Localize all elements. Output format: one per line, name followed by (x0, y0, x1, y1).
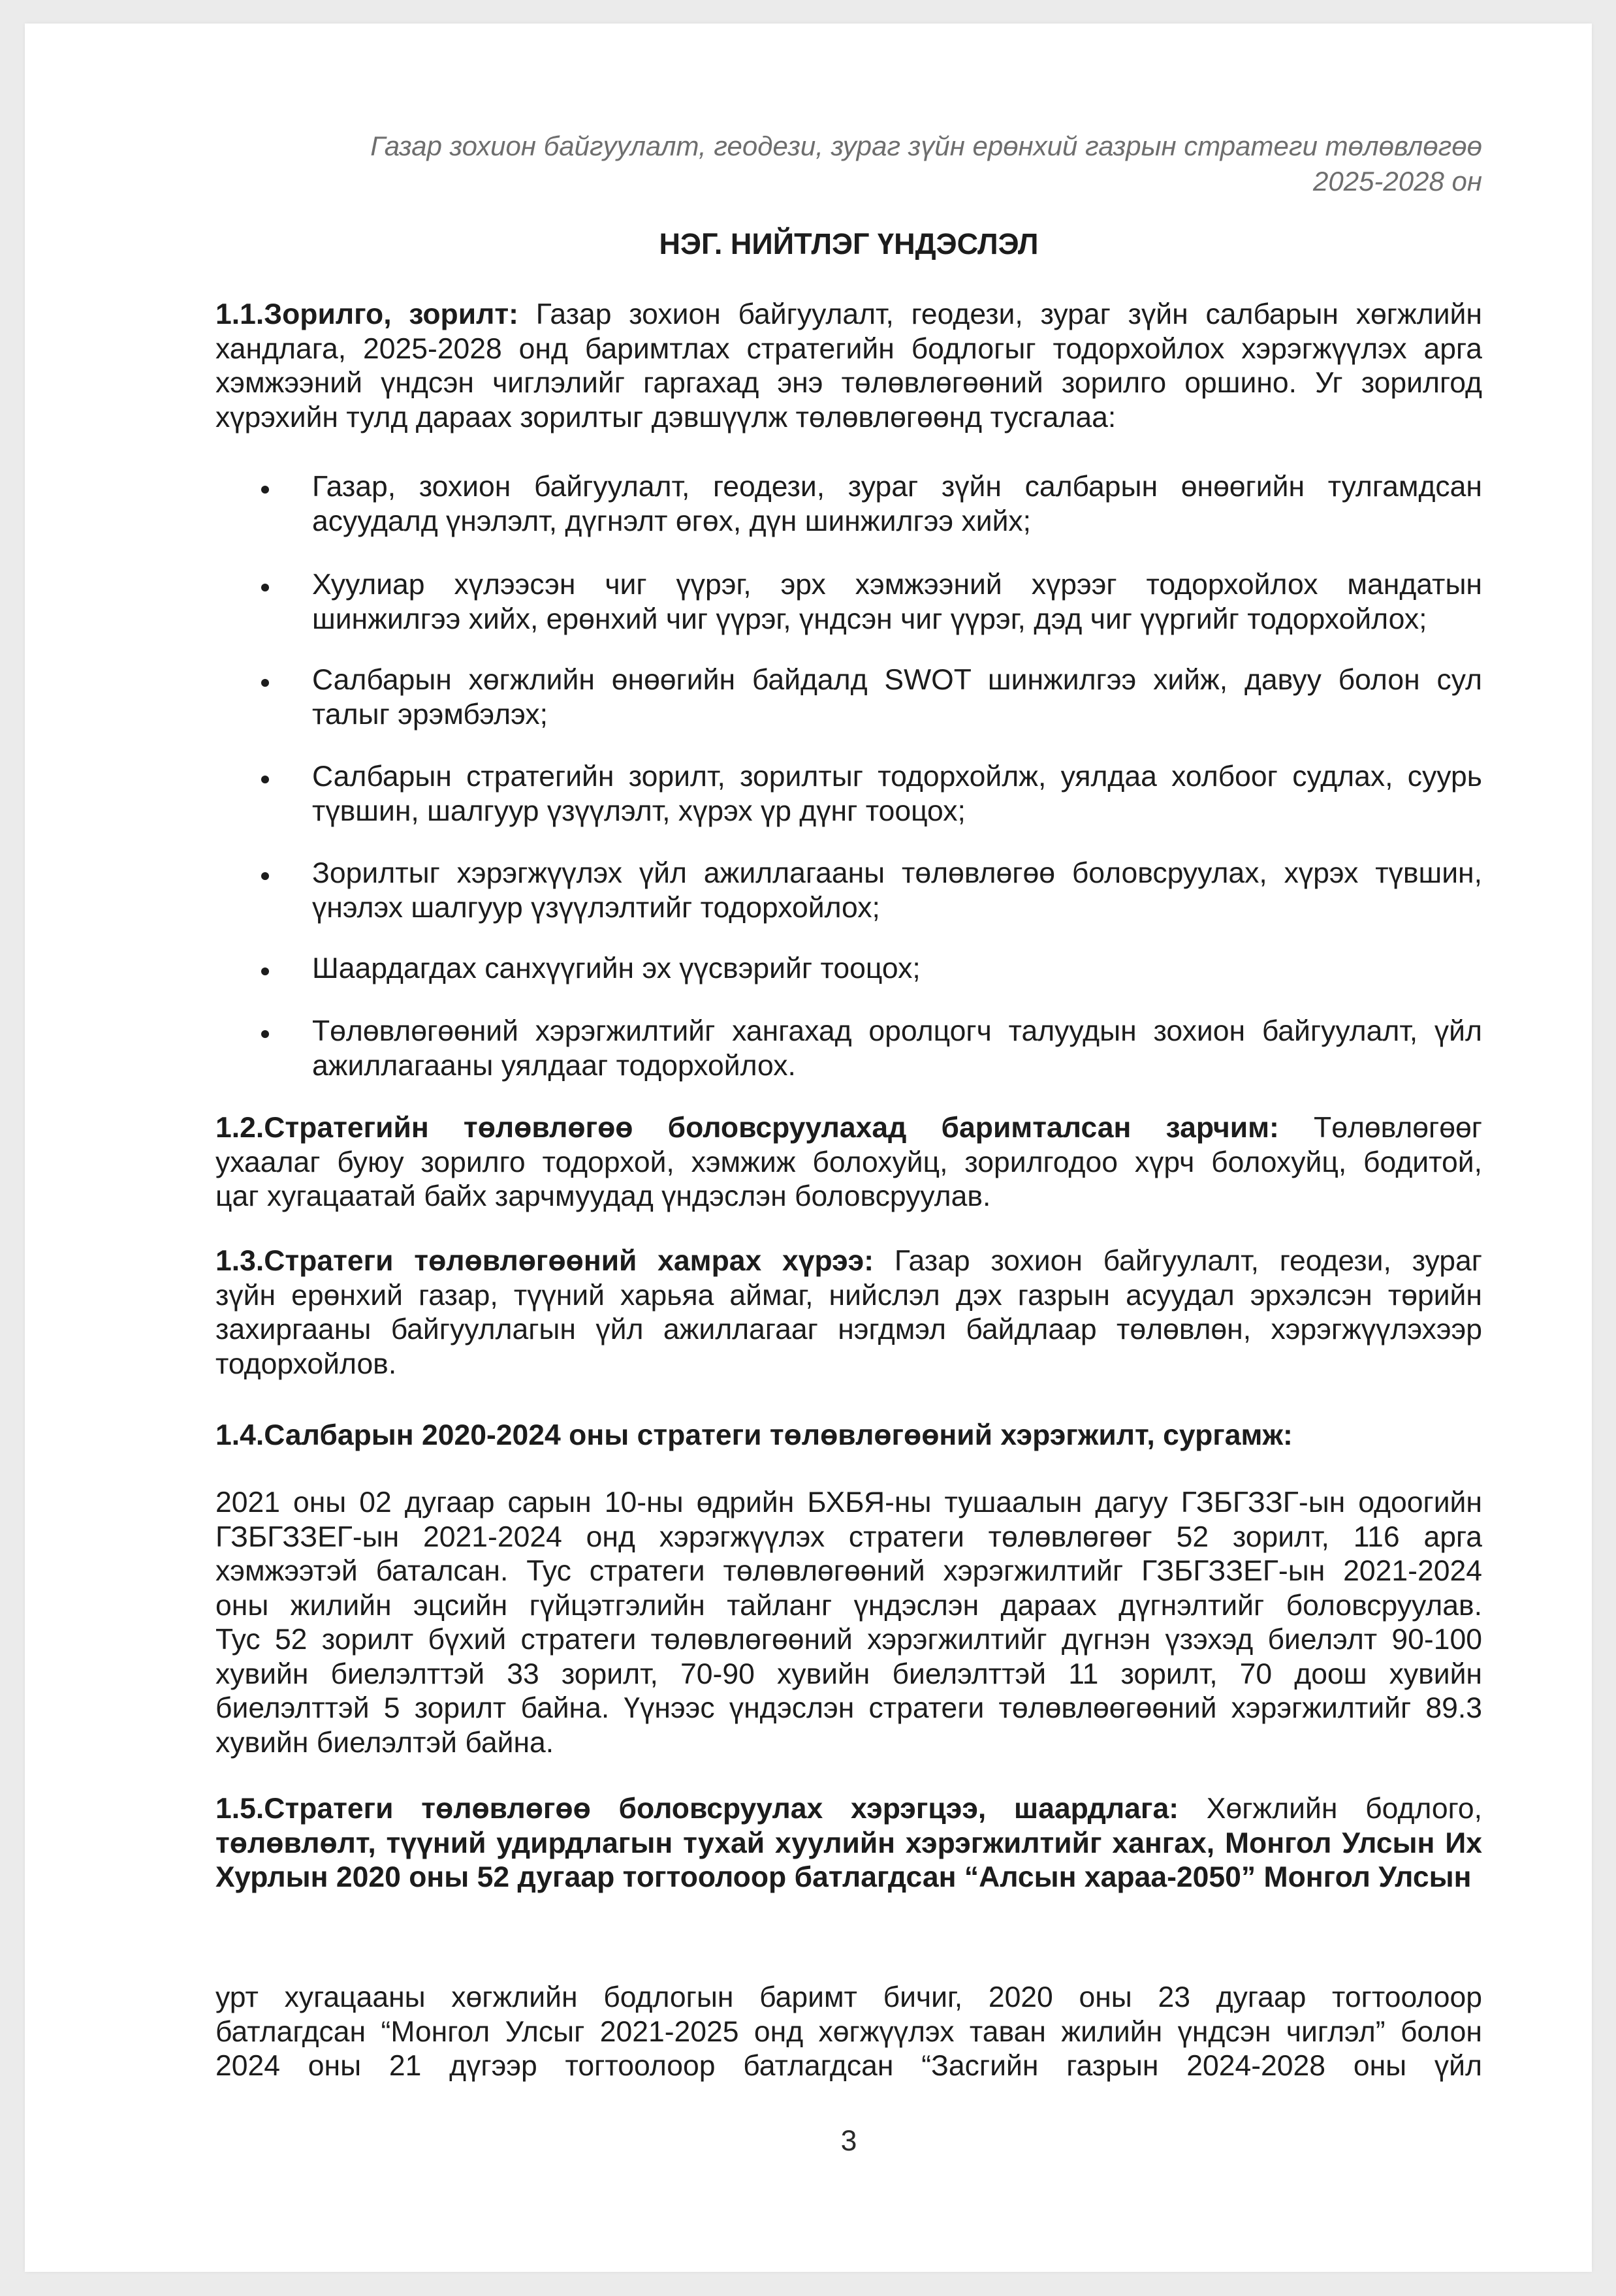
bullet-item (312, 760, 1482, 828)
section-heading: 1.2.Стратегийн төлөвлөгөө боловсруулахад баримталсан зарчим: (215, 1112, 1279, 1144)
bullet-dot-icon (261, 486, 269, 494)
text-run: Хөгжлийн бодлого, (1206, 1793, 1482, 1825)
section-heading: 1.1.Зорилго, зорилт: (215, 298, 518, 330)
section-heading: 1.4.Салбарын 2020-2024 оны стратеги төлөвлөгөөний хэрэгжилт, сургамж: (215, 1419, 1293, 1451)
text-line: биелэлттэй 5 зорилт байна. Үүнээс үндэслэн стратеги төлөвлөөгөөний хэрэгжилтийг 89.3 (215, 1692, 1482, 1724)
bullet-item (312, 568, 1482, 637)
text-run: Төлөвлөгөөг (1314, 1112, 1482, 1144)
bullet-item (312, 1014, 1482, 1083)
text-line: захиргааны байгууллагын үйл ажиллагааг нэгдмэл байдлаар төлөвлөн, хэрэгжүүлэхээр (215, 1313, 1482, 1345)
text-line: Тус 52 зорилт бүхий стратеги төлөвлөгөөний хэрэгжилтийг дүгнэн үзэхэд биелэлт 90-100 (215, 1624, 1482, 1656)
running-header (215, 129, 1482, 199)
running-header-years: 2025-2028 он (1313, 166, 1482, 197)
text-line: хүрэхийн тулд дараах зорилтыг дэвшүүлж төлөвлөгөөнд тусгалаа: (215, 401, 1117, 433)
section-1-5 (215, 1792, 1482, 1895)
text-line: 2021 оны 02 дугаар сарын 10-ны өдрийн БХБЯ-ны тушаалын дагуу ГЗБГЗЗГ-ын одоогийн (215, 1486, 1482, 1518)
section-heading: 1.3.Стратеги төлөвлөгөөний хамрах хүрээ: (215, 1245, 874, 1277)
text-line: Салбарын хөгжлийн өнөөгийн байдалд SWOT шинжилгээ хийж, давуу болон сул (312, 664, 1482, 696)
text-line (215, 1244, 1482, 1279)
bullet-item (312, 952, 1482, 986)
text-line: түвшин, шалгуур үзүүлэлт, хүрэх үр дүнг тооцох; (312, 794, 966, 827)
running-header-title: Газар зохион байгуулалт, геодези, зураг зүйн ерөнхий газрын стратеги төлөвлөгөө (370, 131, 1482, 161)
section-1-2 (215, 1111, 1482, 1214)
text-line: цаг хугацаатай байх зарчмуудад үндэслэн боловсруулав. (215, 1180, 991, 1212)
text-line: үнэлэх шалгуур үзүүлэлтийг тодорхойлох; (312, 891, 880, 924)
section-1-4-paragraph (215, 1486, 1482, 1760)
text-line: Хуулиар хүлээсэн чиг үүрэг, эрх хэмжээний хүрээг тодорхойлох мандатын (312, 569, 1482, 601)
text-line: хандлага, 2025-2028 онд баримтлах стратегийн бодлогыг тодорхойлох хэрэгжүүлэх арга (215, 332, 1482, 365)
bullet-dot-icon (261, 776, 269, 783)
text-line: асуудалд үнэлэлт, дүгнэлт өгөх, дүн шинжилгээ хийх; (312, 505, 1032, 537)
text-line: төлөвлөлт, түүний удирдлагын тухай хуулийн хэрэгжилтийг хангах, Монгол Улсын Их (215, 1827, 1482, 1859)
section-1-4-heading-block (215, 1419, 1482, 1453)
text-line: Шаардагдах санхүүгийн эх үүсвэрийг тооцох; (312, 952, 921, 984)
text-line: шинжилгээ хийх, ерөнхий чиг үүрэг, үндсэн чиг үүрэг, дэд чиг үүргийг тодорхойлох; (312, 603, 1427, 635)
text-line: Газар, зохион байгуулалт, геодези, зураг зүйн салбарын өнөөгийн тулгамдсан (312, 471, 1482, 503)
text-line (215, 1111, 1482, 1146)
text-line: талыг эрэмбэлэх; (312, 698, 548, 731)
text-line: Хурлын 2020 оны 52 дугаар тогтоолоор батлагдсан “Алсын хараа-2050” Монгол Улсын (215, 1861, 1472, 1893)
section-1-3 (215, 1244, 1482, 1381)
text-line: хэмжээтэй баталсан. Тус стратеги төлөвлөгөөний хэрэгжилтийг ГЗБГЗЗЕГ-ын 2021-2024 (215, 1555, 1482, 1587)
text-line: ажиллагааны уялдааг тодорхойлох. (312, 1049, 796, 1082)
bullet-item (312, 470, 1482, 539)
text-line: ГЗБГЗЗЕГ-ын 2021-2024 онд хэрэгжүүлэх стратеги төлөвлөгөөг 52 зорилт, 116 арга (215, 1520, 1482, 1553)
text-line: хувийн биелэлттэй 33 зорилт, 70-90 хувийн биелэлттэй 11 зорилт, 70 доош хувийн (215, 1658, 1482, 1690)
chapter-title: НЭГ. НИЙТЛЭГ ҮНДЭСЛЭЛ (659, 227, 1039, 260)
bullet-dot-icon (261, 967, 269, 975)
text-run: Газар зохион байгуулалт, геодези, зураг зүйн салбарын хөгжлийн (535, 298, 1482, 330)
page-number: 3 (840, 2125, 857, 2157)
continuation-paragraph (215, 1981, 1482, 2084)
text-line: зүйн ерөнхий газар, түүний харьяа аймаг, нийслэл дэх газрын асуудал эрхэлсэн төрийн (215, 1279, 1482, 1312)
text-line: ухаалаг буюу зорилго тодорхой, хэмжиж болохуйц, зорилгодоо хүрч болохуйц, бодитой, (215, 1146, 1482, 1178)
text-line: урт хугацааны хөгжлийн бодлогын баримт бичиг, 2020 оны 23 дугаар тогтоолоор (215, 1981, 1482, 2013)
bullet-dot-icon (261, 679, 269, 687)
text-line (215, 298, 1482, 332)
text-line: тодорхойлов. (215, 1347, 397, 1380)
text-line: Зорилтыг хэрэгжүүлэх үйл ажиллагааны төлөвлөгөө боловсруулах, хүрэх түвшин, (312, 857, 1482, 889)
text-line: оны жилийн эцсийн гүйцэтгэлийн тайланг үндэслэн дараах дүгнэлтийг боловсруулав. (215, 1589, 1482, 1622)
text-line: 2024 оны 21 дүгээр тогтоолоор батлагдсан “Засгийн газрын 2024-2028 оны үйл (215, 2050, 1482, 2082)
text-line: хувийн биелэлтэй байна. (215, 1726, 554, 1759)
bullet-item (312, 857, 1482, 925)
text-line: Төлөвлөгөөний хэрэгжилтийг хангахад оролцогч талуудын зохион байгуулалт, үйл (312, 1015, 1482, 1047)
section-1-1 (215, 298, 1482, 435)
bullet-dot-icon (261, 872, 269, 880)
text-line: батлагдсан “Монгол Улсыг 2021-2025 онд хөгжүүлэх таван жилийн үндсэн чиглэл” болон (215, 2015, 1482, 2048)
text-run: Газар зохион байгуулалт, геодези, зураг (894, 1245, 1483, 1277)
section-heading: 1.5.Стратеги төлөвлөгөө боловсруулах хэрэгцээ, шаардлага: (215, 1793, 1179, 1825)
text-line: хэмжээний үндсэн чиглэлийг гаргахад энэ төлөвлөгөөний зорилго оршино. Уг зорилгод (215, 367, 1482, 399)
bullet-dot-icon (261, 1030, 269, 1038)
bullet-dot-icon (261, 584, 269, 591)
bullet-item (312, 663, 1482, 732)
text-line: Салбарын стратегийн зорилт, зорилтыг тодорхойлж, уялдаа холбоог судлах, суурь (312, 761, 1482, 793)
text-line (215, 1792, 1482, 1827)
